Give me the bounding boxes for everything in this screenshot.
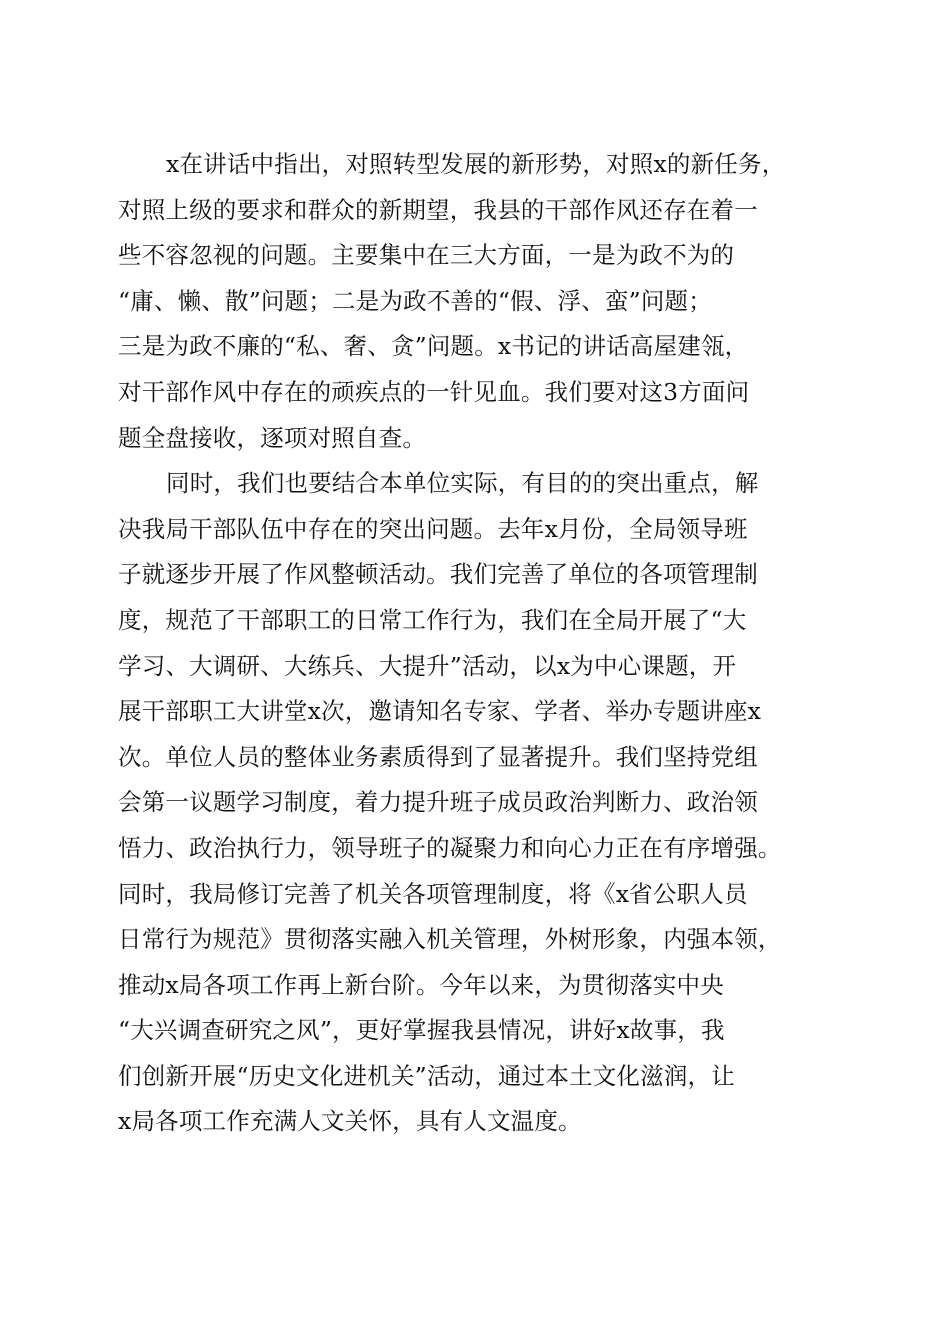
paragraph-line: “大兴调查研究之风”，更好掌握我县情况，讲好x故事，我 xyxy=(118,1016,725,1045)
paragraph-line: 推动x局各项工作再上新台阶。今年以来，为贯彻落实中央 xyxy=(118,970,724,999)
paragraph-line: “庸、懒、散”问题；二是为政不善的“假、浮、蛮”问题； xyxy=(118,286,712,315)
paragraph-line: 次。单位人员的整体业务素质得到了显著提升。我们坚持党组 xyxy=(118,742,758,771)
paragraph-line: 展干部职工大讲堂x次，邀请知名专家、学者、举办专题讲座x xyxy=(118,697,762,726)
paragraph-line: 们创新开展“历史文化进机关”活动，通过本土文化滋润，让 xyxy=(118,1061,735,1090)
paragraph-line: 对照上级的要求和群众的新期望，我县的干部作风还存在着一 xyxy=(118,195,758,224)
paragraph-line: 决我局干部队伍中存在的突出问题。去年x月份，全局领导班 xyxy=(118,514,748,543)
document-body xyxy=(118,142,838,1191)
paragraph-line: 日常行为规范》贯彻落实融入机关管理，外树形象，内强本领， xyxy=(118,925,782,954)
paragraph-line: 些不容忽视的问题。主要集中在三大方面，一是为政不为的 xyxy=(118,241,735,270)
paragraph-line: 悟力、政治执行力，领导班子的凝聚力和向心力正在有序增强。 xyxy=(118,833,782,862)
paragraph-line: 子就逐步开展了作风整顿活动。我们完善了单位的各项管理制 xyxy=(118,560,758,589)
paragraph-line: 同时，我们也要结合本单位实际，有目的的突出重点，解 xyxy=(166,469,759,498)
paragraph-line: x在讲话中指出，对照转型发展的新形势，对照x的新任务， xyxy=(166,150,786,178)
paragraph-line: 三是为政不廉的“私、奢、贪”问题。x书记的讲话高屋建瓴， xyxy=(118,332,749,361)
paragraph-line: 学习、大调研、大练兵、大提升”活动，以x为中心课题，开 xyxy=(118,651,737,680)
paragraph-line: 度，规范了干部职工的日常工作行为，我们在全局开展了“大 xyxy=(118,605,747,634)
paragraph-line xyxy=(118,1145,838,1191)
paragraph-1 xyxy=(118,142,838,461)
paragraph-line: 对干部作风中存在的顽疾点的一针见血。我们要对这3方面问 xyxy=(118,377,750,406)
paragraph-line: 题全盘接收，逐项对照自查。 xyxy=(118,423,427,452)
paragraph-line: x局各项工作充满人文关怀，具有人文温度。 xyxy=(118,1107,582,1136)
paragraph-line: 同时，我局修订完善了机关各项管理制度，将《x省公职人员 xyxy=(118,879,748,908)
paragraph-2 xyxy=(118,461,838,1191)
paragraph-line: 会第一议题学习制度，着力提升班子成员政治判断力、政治领 xyxy=(118,788,758,817)
